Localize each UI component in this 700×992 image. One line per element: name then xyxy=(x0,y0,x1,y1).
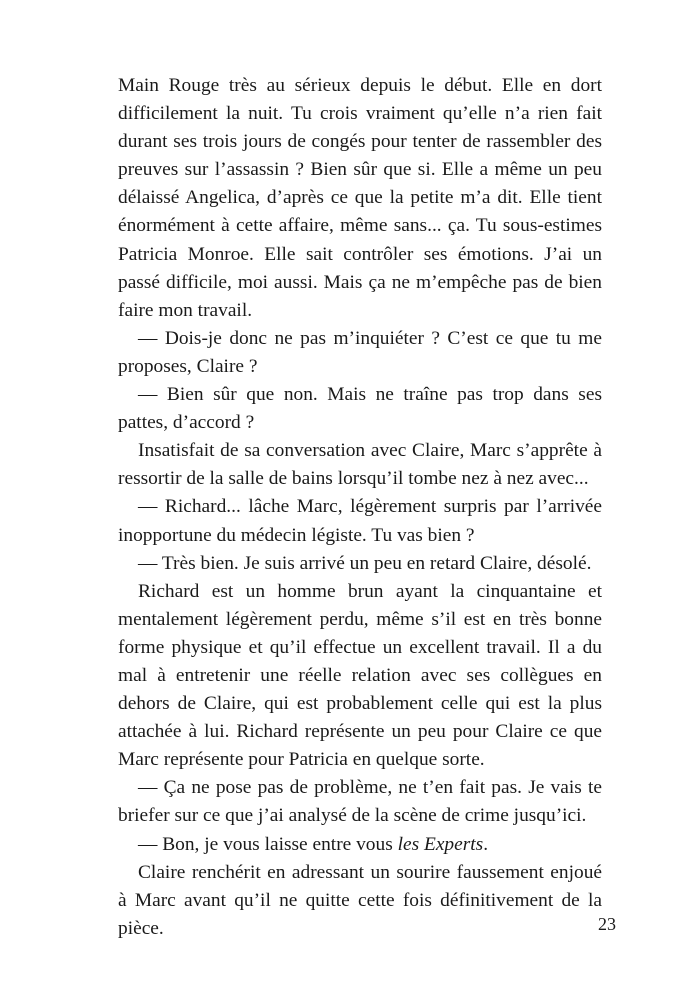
paragraph-9 xyxy=(118,831,602,859)
paragraph-6: — Très bien. Je suis arrivé un peu en retard Claire, désolé. xyxy=(138,552,592,574)
experts-line-before: — Bon, je vous laisse entre vous xyxy=(138,833,398,855)
paragraph-2: — Dois-je donc ne pas m’inquiéter ? C’est ce que tu me proposes, Claire ? xyxy=(118,327,602,377)
paragraph-5: — Richard... lâche Marc, légèrement surpris par l’arrivée inopportune du médecin légiste. Tu vas bien ? xyxy=(118,496,602,546)
experts-line-italic: les Experts xyxy=(397,833,484,855)
paragraph-4: Insatisfait de sa conversation avec Claire, Marc s’apprête à ressortir de la salle de bains lorsqu’il tombe nez à nez avec... xyxy=(118,440,602,490)
experts-line-after: . xyxy=(483,833,489,855)
paragraph-8: — Ça ne pose pas de problème, ne t’en fait pas. Je vais te briefer sur ce que j’ai analysé de la scène de crime jusqu’ici. xyxy=(118,777,602,827)
page-number: 23 xyxy=(598,914,616,934)
paragraph-1: Main Rouge très au sérieux depuis le début. Elle en dort difficilement la nuit. Tu crois vraiment qu’elle n’a rien fait durant ses trois jours de congés pour tenter de rassembler des preuves sur l’assassin ? Bien sûr que si. Elle a même un peu délaissé Angelica, d’après ce que la petite m’a dit. Elle tient énormément à cette affaire, même sans... ça. Tu sous-estimes Patricia Monroe. Elle sait contrôler ses émotions. J’ai un passé difficile, moi aussi. Mais ça ne m’empêche pas de bien faire mon travail. xyxy=(118,75,602,321)
paragraph-7: Richard est un homme brun ayant la cinquantaine et mentalement légèrement perdu, même s’il est en très bonne forme physique et qu’il effectue un excellent travail. Il a du mal à entretenir une réelle relation avec ses collègues en dehors de Claire, qui est probablement celle qui est la plus attachée à lui. Richard représente un peu pour Claire ce que Marc représente pour Patricia en quelque sorte. xyxy=(118,580,602,771)
body-text xyxy=(118,72,602,943)
paragraph-3: — Bien sûr que non. Mais ne traîne pas trop dans ses pattes, d’accord ? xyxy=(118,384,602,434)
paragraph-10: Claire renchérit en adressant un sourire faussement enjoué à Marc avant qu’il ne quitte cette fois définitivement de la pièce. xyxy=(118,861,602,939)
